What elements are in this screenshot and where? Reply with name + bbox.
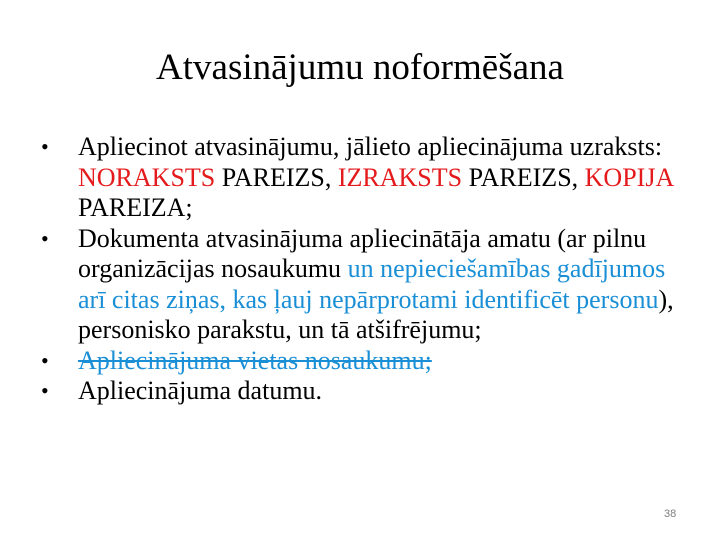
highlight-noraksts: NORAKSTS	[78, 162, 216, 192]
bullet-text: Apliecinājuma datumu.	[78, 376, 323, 405]
bullet-item-1	[36, 132, 686, 224]
highlight-blue-text: un nepieciešamības gadījumos arī citas ziņas, kas ļauj nepārprotami identificēt personu	[78, 254, 666, 314]
bullet-icon: •	[41, 225, 49, 251]
bullet-text: ), personisko parakstu, un tā atšifrējumu;	[78, 284, 674, 344]
bullet-text: PAREIZA;	[78, 193, 193, 222]
highlight-izraksts: IZRAKSTS	[337, 162, 463, 192]
bullet-icon: •	[41, 378, 49, 403]
highlight-kopija: KOPIJA	[584, 162, 673, 192]
bullet-list	[36, 132, 686, 407]
bullet-text: PAREIZS,	[462, 162, 585, 192]
bullet-item-4	[36, 376, 686, 407]
bullet-text: Apliecinot atvasinājumu, jālieto apliecinājuma uzraksts:	[78, 132, 663, 161]
slide-title: Atvasinājumu noformēšana	[156, 47, 564, 88]
bullet-item-2	[36, 224, 686, 346]
bullet-icon: •	[41, 134, 49, 159]
strikethrough-text: Apliecinājuma vietas nosaukumu;	[78, 345, 432, 375]
bullet-text: PAREIZS,	[215, 162, 338, 192]
bullet-icon: •	[41, 347, 49, 373]
bullet-text: Dokumenta atvasinājuma apliecinātāja amatu (ar pilnu organizācijas nosaukumu	[78, 223, 647, 283]
bullet-item-3	[36, 346, 686, 377]
page-number: 38	[664, 508, 677, 520]
